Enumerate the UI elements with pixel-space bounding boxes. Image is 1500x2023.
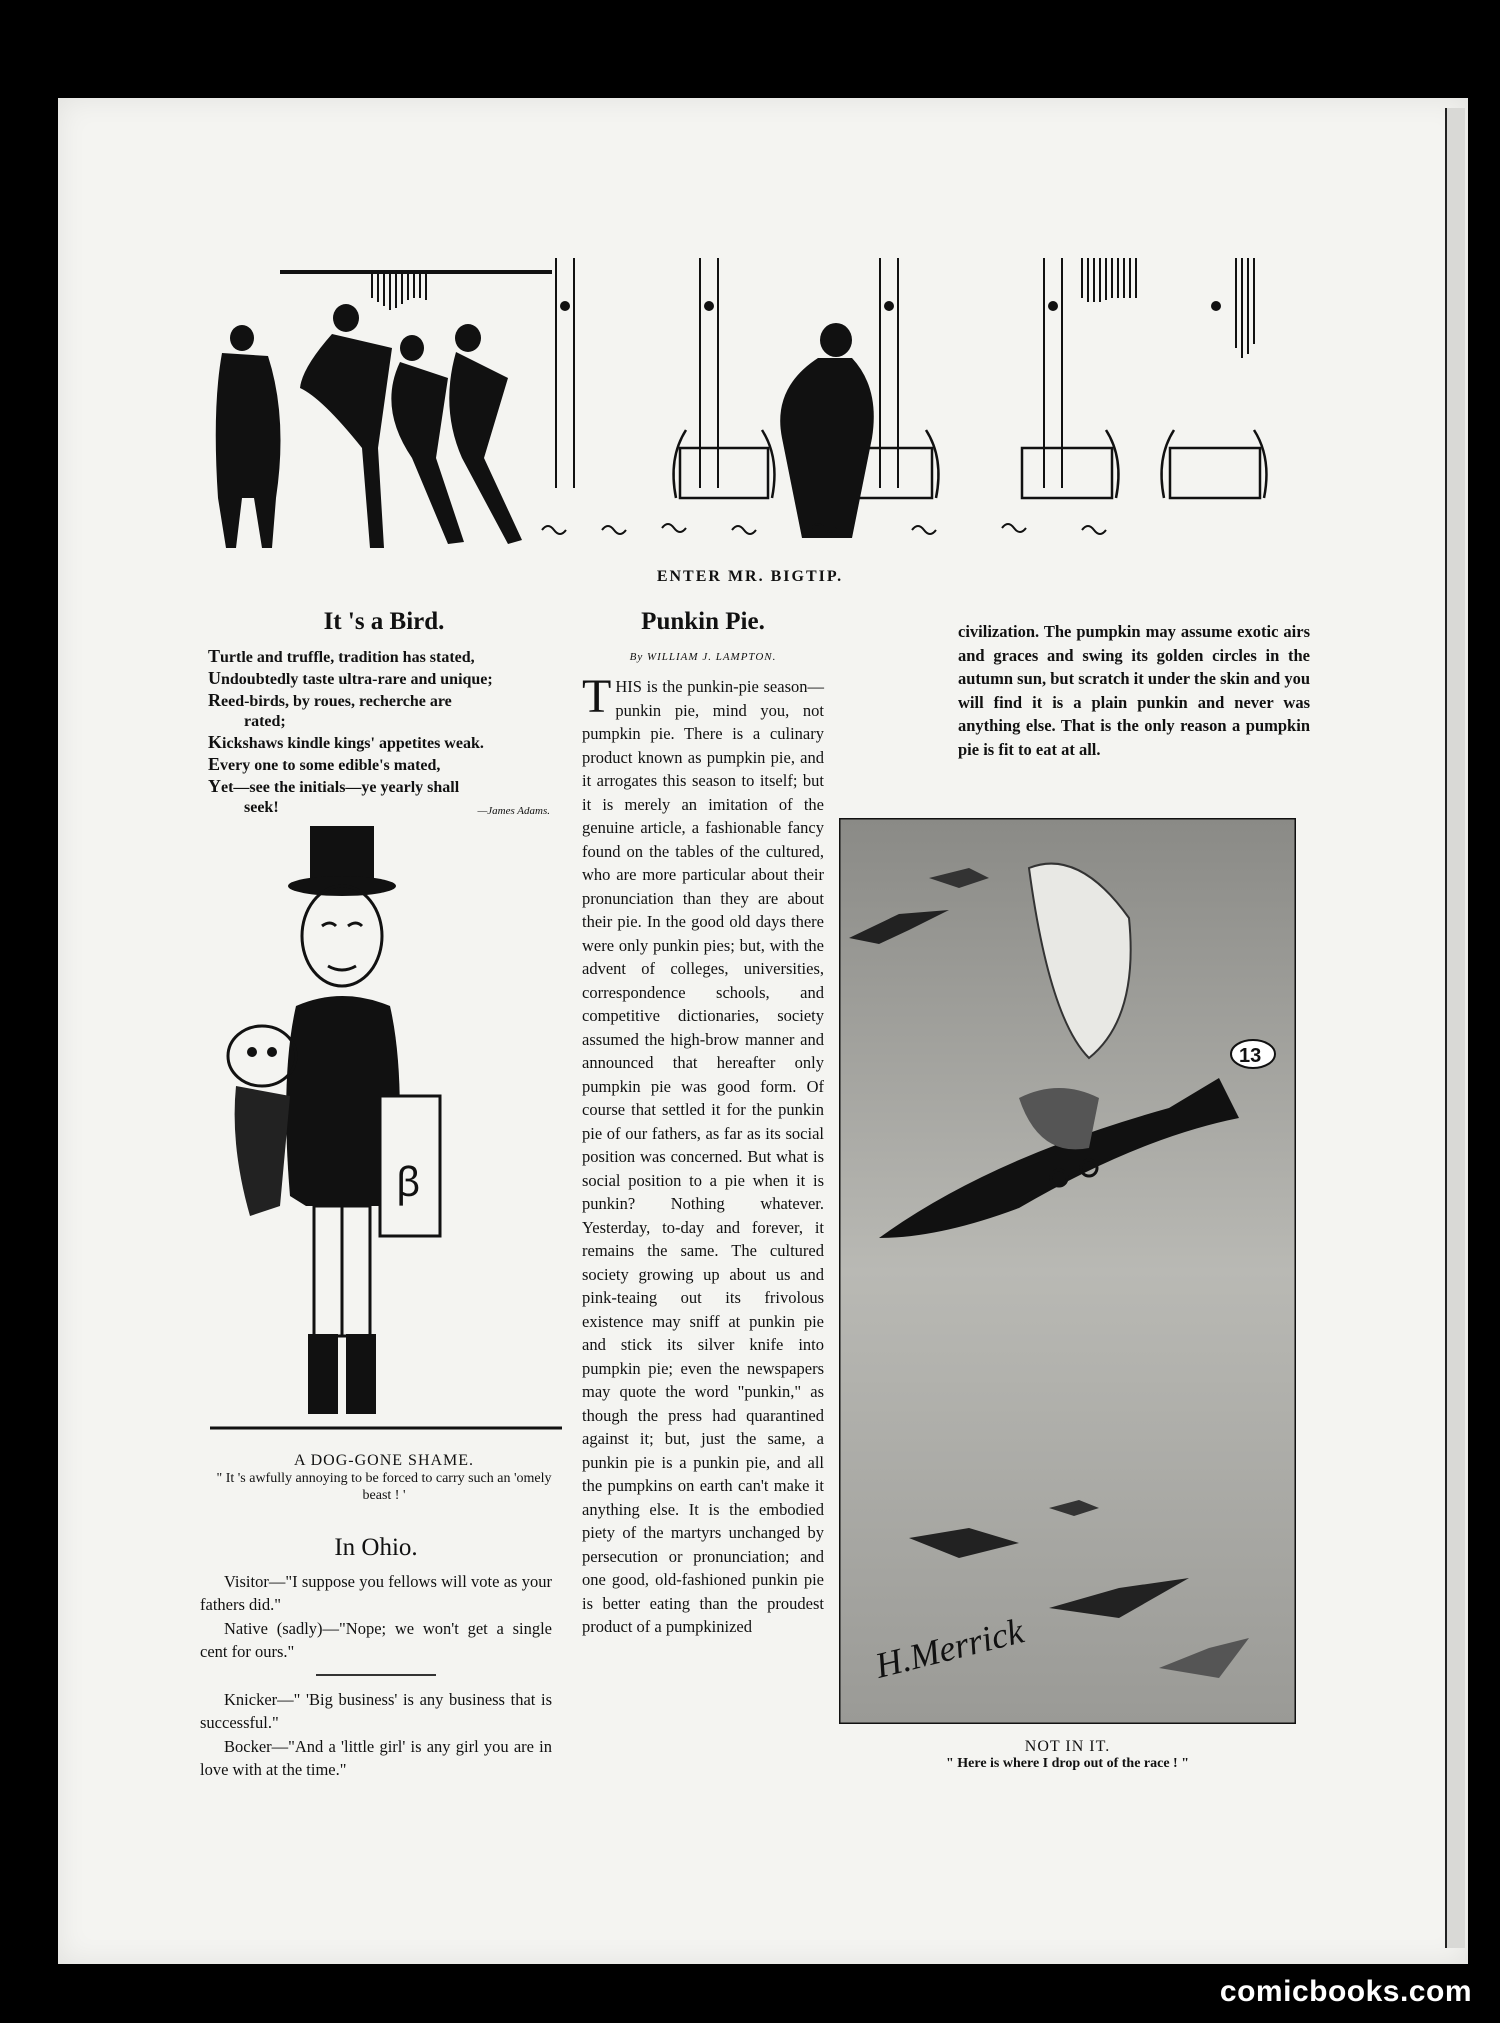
poem-line: Every one to some edible's mated, [208, 753, 441, 774]
poem-line: Undoubtedly taste ultra-rare and unique; [208, 667, 493, 688]
plane-cartoon-caption [839, 1738, 1296, 1772]
ohio-p2: Native (sadly)—"Nope; we won't get a single cent for ours." [200, 1618, 552, 1661]
next-page-edge [1445, 108, 1465, 1948]
divider [316, 1674, 436, 1676]
ohio-title: In Ohio. [334, 1534, 418, 1561]
bird-poem [208, 610, 560, 823]
bird-poem-title: It 's a Bird. [323, 608, 445, 635]
dog-caption-quote: " It 's awfully annoying to be forced to carry such an 'omely beast ! ' [216, 1471, 552, 1503]
top-cartoon-caption: ENTER MR. BIGTIP. [656, 568, 844, 585]
poem-author: —James Adams. [477, 804, 550, 817]
punkin-body: THIS is the punkin-pie season—punkin pie, mind you, not pumpkin pie. There is a culinary product known as pumpkin pie, and it arrogates this season to itself; but it is merely an imitation of the genuine article, a fashionable fancy found on the tables of the cultured, who are more particular about their pronunciation than they are about their pie. In the good old days there were only punkin pies; but, with the advent of colleges, universities, correspondence schools, and competitive dictionaries, society assumed the high-brow manner and announced that hereafter only pumpkin pie was good form. Of course that settled it for the punkin pie of our fathers, as far as its social position was concerned. But what is social position to a pie when it is punkin? Nothing whatever. Yesterday, to-day and forever, it remains the same. The cultured society growing up about us and pink-teaing out its frivolous existence may sniff at punkin pie and stick its silver knife into pumpkin pie; even the newspapers may quote the word "punkin," as though the press had quarantined against it; but, just the same, a punkin pie is a punkin pie, and all the pumpkins on earth can't make it anything else. It is the embodied piety of the martyrs unchanged by persecution or pronunciation; and one good, old-fashioned punkin pie is better eating than the proudest product of a pumpkinized [582, 670, 824, 1636]
restaurant-waiters-silhouette-illustration [212, 258, 1316, 558]
dog-caption-title: A DOG-GONE SHAME. [293, 1452, 475, 1469]
ohio-p1: Visitor—"I suppose you fellows will vote as your fathers did." [200, 1571, 552, 1614]
ohio-p3: Knicker—" 'Big business' is any business that is successful." [200, 1689, 552, 1732]
poem-line: Reed-birds, by roues, recherche are [208, 689, 452, 710]
punkin-byline: By WILLIAM J. LAMPTON. [629, 650, 777, 663]
plane-caption-quote: " Here is where I drop out of the race ! " [945, 1756, 1189, 1771]
dog-cartoon-caption [208, 1452, 560, 1504]
plane-caption-title: NOT IN IT. [1024, 1738, 1111, 1755]
bird-poem-lines [208, 646, 560, 818]
artist-signature: H.Merrick [871, 1610, 1028, 1686]
poem-line: seek! [244, 798, 279, 816]
poem-line: Turtle and truffle, tradition has stated, [208, 645, 475, 666]
man-in-top-hat-holding-dog-illustration [210, 816, 562, 1436]
watermark: comicbooks.com [1219, 1975, 1472, 2008]
plane-number: 13 [1239, 1045, 1262, 1067]
punkin-article [582, 610, 824, 1639]
svg-text:ꞵ: ꞵ [396, 1160, 422, 1205]
airplane-race-illustration [839, 818, 1296, 1724]
punkin-title: Punkin Pie. [641, 608, 765, 635]
poem-line: Yet—see the initials—ye yearly shall [208, 775, 460, 796]
drop-cap: T [582, 670, 612, 723]
poem-line: Kickshaws kindle kings' appetites weak. [208, 731, 484, 752]
ohio-article [200, 1536, 552, 1782]
ohio-p4: Bocker—"And a 'little girl' is any girl you are in love with at the time." [200, 1736, 552, 1779]
punkin-article-continued: civilization. The pumpkin may assume exotic airs and graces and swing its golden circles in the autumn sun, but scratch it under the skin and you will find it is a plain punkin and never was anything else. That is the only reason a pumpkin pie is fit to eat at all. [958, 622, 1310, 759]
poem-line: rated; [244, 712, 286, 730]
